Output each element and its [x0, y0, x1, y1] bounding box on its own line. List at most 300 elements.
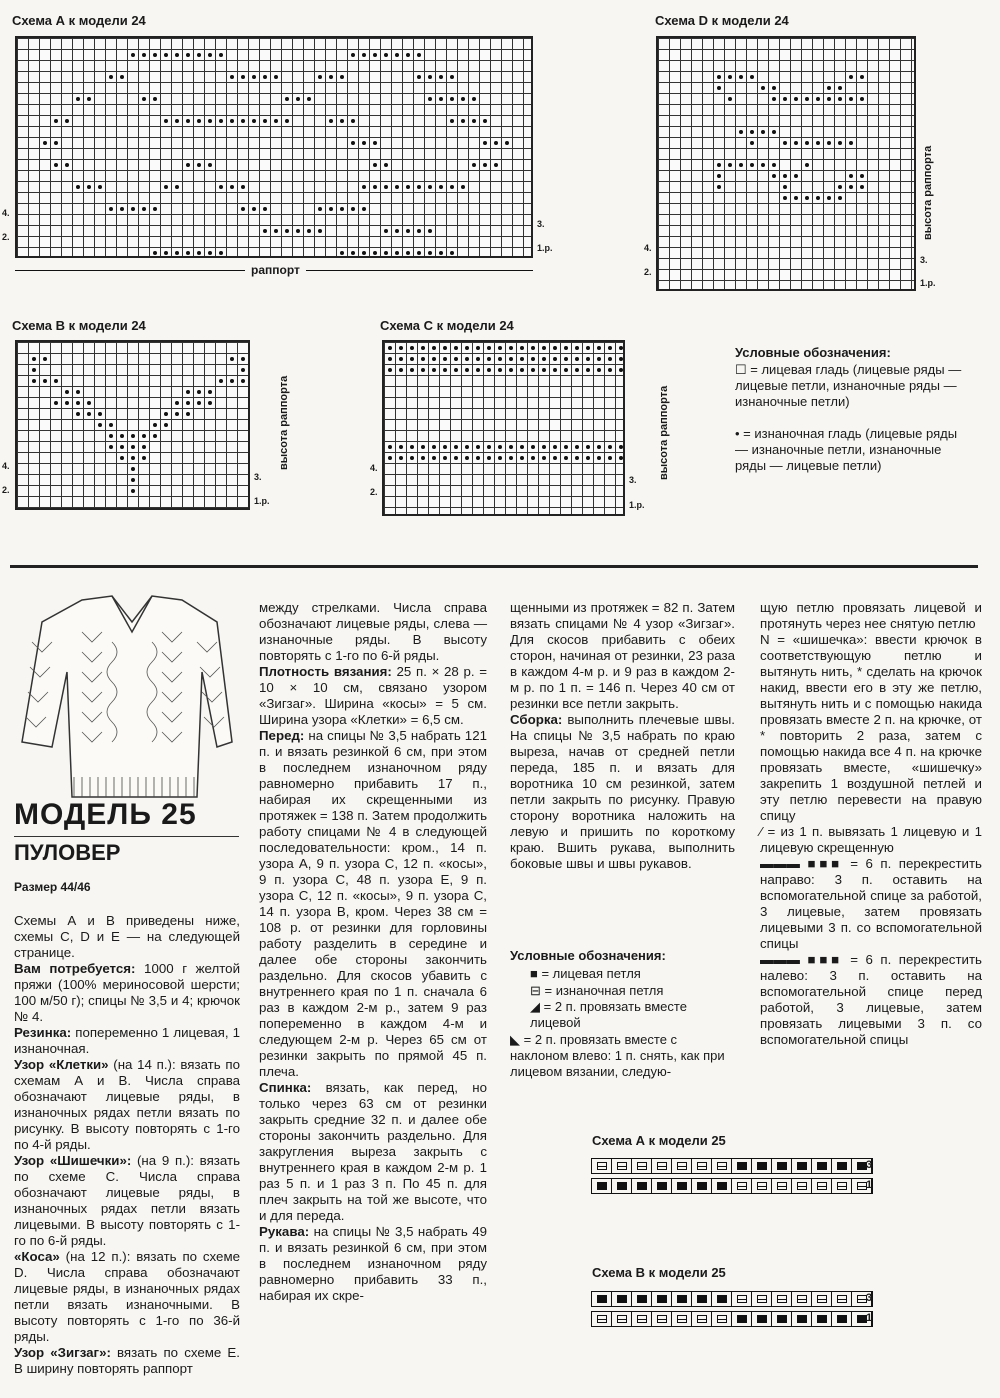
paragraph — [259, 728, 487, 1080]
paragraph-text: на спицы № 3,5 набрать 121 п. и вязать резинкой 6 см, при этом в последнем изнаночном ряду равномерно прибавить 17 п., набирая их скрещенными из протяжек = 138 п. Затем продолжить работу спицами № 4 в следующей последовательности: кром., 14 п. узора А, 9 п. узора С, 12 п. «косы», 9 п. узора С, 48 п. узора Е, 9 п. узора С, 12 п. «косы», 9 п. узора С, 14 п. узора В, кром. Через 38 см = 108 р. от резинки для горловины работу разделить в середине и далее обе стороны закончить раздельно. Для скосов убавить с внутреннего края по 1 п. сначала 6 раз в каждом 2-м р., затем 9 раз попеременно в каждом 4-м и следующем 2-м р. Через 65 см от резинки закрыть по прямой 45 п. плеча. — [259, 728, 487, 1079]
purl-stitch-dot — [619, 357, 623, 361]
purl-stitch-dot — [542, 357, 546, 361]
stitch-cell — [792, 1159, 812, 1173]
purl-stitch-dot — [860, 97, 864, 101]
paragraph-heading: Узор «Зигзаг»: — [14, 1345, 111, 1360]
purl-stitch-dot — [241, 207, 245, 211]
purl-stitch-dot — [805, 196, 809, 200]
stitch-cell — [772, 1292, 792, 1306]
purl-stitch-dot — [794, 141, 798, 145]
chart-d24-row4: 4. — [644, 243, 652, 253]
purl-stitch-icon — [597, 1162, 607, 1170]
purl-stitch-dot — [619, 368, 623, 372]
text-column-3 — [510, 600, 735, 872]
chart-b24-row4: 4. — [2, 461, 10, 471]
purl-stitch-dot — [465, 346, 469, 350]
purl-stitch-dot — [505, 141, 509, 145]
paragraph — [760, 952, 982, 1048]
chart-b25-label3: 3 — [866, 1292, 873, 1304]
purl-stitch-dot — [439, 97, 443, 101]
paragraph — [510, 600, 735, 712]
chart-d24-repeat-height: высота раппорта — [922, 145, 934, 240]
paragraph-heading: Узор «Клетки» — [14, 1057, 109, 1072]
purl-stitch-dot — [388, 456, 392, 460]
purl-stitch-dot — [399, 456, 403, 460]
model-subtitle: ПУЛОВЕР — [14, 840, 121, 865]
purl-stitch-dot — [428, 75, 432, 79]
purl-stitch-dot — [728, 97, 732, 101]
stitch-cell — [732, 1292, 752, 1306]
purl-stitch-dot — [717, 86, 721, 90]
paragraph-text: 1000 г желтой пряжи (100% мериносовой шерсти; 100 м/50 г); спицы № 3,5 и 4; крючок № 4. — [14, 961, 240, 1024]
purl-stitch-dot — [362, 251, 366, 255]
purl-stitch-dot — [351, 141, 355, 145]
purl-stitch-dot — [575, 357, 579, 361]
knit-stitch-icon — [817, 1315, 827, 1323]
purl-stitch-icon — [677, 1315, 687, 1323]
purl-stitch-dot — [230, 379, 234, 383]
purl-stitch-dot — [476, 456, 480, 460]
purl-stitch-icon — [657, 1162, 667, 1170]
purl-stitch-dot — [65, 401, 69, 405]
purl-stitch-dot — [454, 346, 458, 350]
chart-c24-grid — [382, 340, 625, 516]
purl-stitch-dot — [307, 97, 311, 101]
purl-stitch-dot — [838, 185, 842, 189]
stitch-cell — [732, 1159, 752, 1173]
knit-stitch-icon — [657, 1182, 667, 1190]
purl-stitch-dot — [827, 141, 831, 145]
purl-stitch-dot — [450, 97, 454, 101]
purl-stitch-icon — [857, 1182, 867, 1190]
purl-stitch-dot — [443, 357, 447, 361]
chart-b24-row1: 1.р. — [254, 496, 270, 506]
purl-stitch-dot — [750, 130, 754, 134]
stitch-cell — [792, 1179, 812, 1193]
purl-stitch-dot — [219, 119, 223, 123]
purl-stitch-dot — [494, 141, 498, 145]
legend-top-item-2: • = изнаночная гладь (лицевые ряды — изнаночные петли, изнаночные ряды — лицевые петли) — [735, 426, 958, 473]
purl-stitch-dot — [54, 141, 58, 145]
purl-stitch-dot — [230, 185, 234, 189]
stitch-cell — [672, 1312, 692, 1326]
text-column-2 — [259, 600, 487, 1304]
purl-stitch-dot — [197, 163, 201, 167]
purl-stitch-dot — [827, 97, 831, 101]
purl-stitch-dot — [274, 229, 278, 233]
paragraph-heading: Перед: — [259, 728, 305, 743]
chart-b24-grid — [15, 340, 250, 510]
purl-stitch-dot — [54, 401, 58, 405]
purl-stitch-dot — [219, 251, 223, 255]
purl-stitch-dot — [197, 251, 201, 255]
stitch-cell — [792, 1292, 812, 1306]
purl-stitch-dot — [410, 456, 414, 460]
purl-stitch-dot — [263, 119, 267, 123]
purl-stitch-dot — [816, 141, 820, 145]
purl-stitch-dot — [443, 346, 447, 350]
purl-stitch-dot — [860, 75, 864, 79]
chart-c24-row1: 1.р. — [629, 500, 645, 510]
purl-stitch-dot — [564, 357, 568, 361]
knit-stitch-icon — [777, 1315, 787, 1323]
purl-stitch-dot — [509, 346, 513, 350]
purl-stitch-dot — [487, 357, 491, 361]
purl-stitch-dot — [783, 185, 787, 189]
purl-stitch-dot — [487, 346, 491, 350]
purl-stitch-dot — [432, 357, 436, 361]
purl-stitch-dot — [153, 251, 157, 255]
purl-stitch-dot — [498, 346, 502, 350]
purl-stitch-dot — [109, 445, 113, 449]
purl-stitch-dot — [476, 368, 480, 372]
purl-stitch-dot — [586, 357, 590, 361]
purl-stitch-icon — [817, 1182, 827, 1190]
purl-stitch-dot — [432, 368, 436, 372]
purl-stitch-dot — [406, 185, 410, 189]
purl-stitch-dot — [476, 346, 480, 350]
knit-stitch-icon — [777, 1162, 787, 1170]
purl-stitch-dot — [553, 445, 557, 449]
paragraph-heading: Сборка: — [510, 712, 563, 727]
purl-stitch-dot — [329, 75, 333, 79]
purl-stitch-dot — [410, 368, 414, 372]
purl-stitch-dot — [472, 97, 476, 101]
chart-c24-title: Схема С к модели 24 — [380, 318, 514, 333]
purl-stitch-dot — [395, 53, 399, 57]
purl-stitch-icon — [817, 1295, 827, 1303]
stitch-cell — [592, 1312, 612, 1326]
chart-b25-row1 — [591, 1311, 873, 1327]
purl-stitch-dot — [717, 75, 721, 79]
purl-stitch-dot — [43, 141, 47, 145]
purl-stitch-dot — [208, 390, 212, 394]
purl-stitch-dot — [373, 185, 377, 189]
purl-stitch-dot — [384, 53, 388, 57]
legend-bottom-l1: ■ = лицевая петля — [530, 966, 641, 981]
purl-stitch-icon — [837, 1182, 847, 1190]
purl-stitch-dot — [142, 53, 146, 57]
purl-stitch-dot — [120, 456, 124, 460]
purl-stitch-dot — [76, 412, 80, 416]
purl-stitch-dot — [318, 75, 322, 79]
purl-stitch-dot — [87, 401, 91, 405]
purl-stitch-dot — [849, 97, 853, 101]
purl-stitch-dot — [54, 163, 58, 167]
purl-stitch-dot — [761, 163, 765, 167]
purl-stitch-dot — [164, 412, 168, 416]
purl-stitch-icon — [677, 1162, 687, 1170]
purl-stitch-dot — [131, 434, 135, 438]
purl-stitch-dot — [153, 434, 157, 438]
stitch-cell — [632, 1159, 652, 1173]
purl-stitch-dot — [860, 174, 864, 178]
purl-stitch-dot — [783, 97, 787, 101]
purl-stitch-dot — [465, 368, 469, 372]
purl-stitch-dot — [208, 119, 212, 123]
purl-stitch-dot — [373, 251, 377, 255]
purl-stitch-dot — [142, 445, 146, 449]
purl-stitch-dot — [263, 229, 267, 233]
purl-stitch-dot — [87, 97, 91, 101]
paragraph-text: ▬▬▬ ■■■ = 6 п. перекрестить налево: 3 п. оставить на вспомогательной спице перед работой, 3 лицевые, затем провязать лицевыми 3 п. со вспомогательной спицы — [760, 952, 982, 1047]
purl-stitch-dot — [417, 53, 421, 57]
paragraph — [14, 1153, 240, 1249]
purl-stitch-dot — [619, 346, 623, 350]
stitch-cell — [592, 1292, 612, 1306]
purl-stitch-dot — [175, 119, 179, 123]
purl-stitch-dot — [472, 119, 476, 123]
paragraph — [760, 600, 982, 632]
purl-stitch-dot — [772, 174, 776, 178]
purl-stitch-dot — [373, 53, 377, 57]
paragraph-text: (на 9 п.): вязать по схеме С. Числа справа обозначают лицевые ряды, в изнаночных рядах петли вязать лицевыми. В высоту повторять с 1-го по 6-й ряды. — [14, 1153, 241, 1248]
stitch-cell — [812, 1159, 832, 1173]
purl-stitch-dot — [494, 163, 498, 167]
purl-stitch-dot — [520, 368, 524, 372]
purl-stitch-dot — [772, 97, 776, 101]
purl-stitch-dot — [32, 357, 36, 361]
purl-stitch-dot — [230, 357, 234, 361]
purl-stitch-dot — [197, 390, 201, 394]
knit-stitch-icon — [697, 1295, 707, 1303]
purl-stitch-dot — [542, 368, 546, 372]
purl-stitch-icon — [697, 1315, 707, 1323]
purl-stitch-dot — [43, 357, 47, 361]
purl-stitch-dot — [619, 456, 623, 460]
section-divider — [10, 565, 978, 568]
stitch-cell — [832, 1159, 852, 1173]
purl-stitch-dot — [417, 229, 421, 233]
purl-stitch-dot — [285, 119, 289, 123]
purl-stitch-dot — [421, 445, 425, 449]
purl-stitch-dot — [761, 130, 765, 134]
purl-stitch-dot — [76, 185, 80, 189]
stitch-cell — [772, 1312, 792, 1326]
paragraph — [760, 856, 982, 952]
purl-stitch-dot — [454, 445, 458, 449]
purl-stitch-dot — [432, 445, 436, 449]
purl-stitch-dot — [783, 174, 787, 178]
paragraph-text: попеременно 1 лицевая, 1 изнаночная. — [14, 1025, 240, 1056]
purl-stitch-dot — [564, 445, 568, 449]
purl-stitch-dot — [498, 357, 502, 361]
purl-stitch-dot — [351, 207, 355, 211]
stitch-cell — [712, 1292, 732, 1306]
purl-stitch-dot — [175, 53, 179, 57]
purl-stitch-dot — [318, 229, 322, 233]
purl-stitch-dot — [509, 357, 513, 361]
purl-stitch-dot — [351, 251, 355, 255]
sweater-illustration — [12, 592, 237, 812]
stitch-cell — [632, 1312, 652, 1326]
purl-stitch-dot — [131, 467, 135, 471]
purl-stitch-dot — [476, 357, 480, 361]
purl-stitch-dot — [340, 251, 344, 255]
purl-stitch-dot — [142, 434, 146, 438]
stitch-cell — [732, 1179, 752, 1193]
purl-stitch-dot — [384, 185, 388, 189]
purl-stitch-dot — [794, 97, 798, 101]
chart-a25-label1: 1 — [866, 1179, 873, 1191]
model-size: Размер 44/46 — [14, 880, 91, 894]
purl-stitch-dot — [197, 53, 201, 57]
purl-stitch-dot — [421, 368, 425, 372]
purl-stitch-dot — [739, 163, 743, 167]
paragraph-heading: Плотность вязания: — [259, 664, 392, 679]
purl-stitch-dot — [285, 229, 289, 233]
stitch-cell — [632, 1179, 652, 1193]
purl-stitch-dot — [498, 368, 502, 372]
purl-stitch-dot — [219, 53, 223, 57]
paragraph — [14, 1249, 240, 1345]
knit-stitch-icon — [757, 1315, 767, 1323]
purl-stitch-dot — [608, 357, 612, 361]
purl-stitch-dot — [388, 368, 392, 372]
stitch-cell — [752, 1292, 772, 1306]
knit-stitch-icon — [797, 1162, 807, 1170]
purl-stitch-dot — [428, 97, 432, 101]
knit-stitch-icon — [837, 1162, 847, 1170]
purl-stitch-dot — [542, 445, 546, 449]
purl-stitch-dot — [164, 423, 168, 427]
purl-stitch-dot — [783, 141, 787, 145]
purl-stitch-icon — [797, 1182, 807, 1190]
purl-stitch-dot — [461, 97, 465, 101]
purl-stitch-dot — [131, 478, 135, 482]
purl-stitch-dot — [120, 207, 124, 211]
purl-stitch-dot — [739, 130, 743, 134]
purl-stitch-dot — [531, 368, 535, 372]
purl-stitch-dot — [362, 141, 366, 145]
purl-stitch-icon — [737, 1295, 747, 1303]
chart-a25-title: Схема А к модели 25 — [592, 1133, 726, 1148]
purl-stitch-dot — [531, 357, 535, 361]
purl-stitch-dot — [131, 489, 135, 493]
knit-stitch-icon — [717, 1295, 727, 1303]
purl-stitch-dot — [531, 456, 535, 460]
legend-bottom-title: Условные обозначения: — [510, 948, 666, 963]
purl-stitch-dot — [553, 456, 557, 460]
knit-stitch-icon — [677, 1295, 687, 1303]
purl-stitch-dot — [406, 251, 410, 255]
purl-stitch-dot — [450, 185, 454, 189]
paragraph-text: ⁄ = из 1 п. вывязать 1 лицевую и 1 лицевую скрещенную — [760, 824, 982, 855]
purl-stitch-dot — [564, 456, 568, 460]
purl-stitch-dot — [274, 75, 278, 79]
stitch-cell — [712, 1312, 732, 1326]
purl-stitch-dot — [54, 379, 58, 383]
paragraph-heading: Рукава: — [259, 1224, 310, 1239]
purl-stitch-dot — [750, 141, 754, 145]
purl-stitch-dot — [520, 346, 524, 350]
paragraph-text: ▬▬▬ ■■■ = 6 п. перекрестить направо: 3 п. оставить на вспомогательной спице за работой, 3 лицевые, затем провязать лицевыми 3 п. со вспомогательной спицы — [760, 856, 982, 951]
purl-stitch-dot — [428, 229, 432, 233]
purl-stitch-dot — [175, 185, 179, 189]
purl-stitch-dot — [87, 185, 91, 189]
stitch-cell — [792, 1312, 812, 1326]
paragraph-text: Схемы А и В приведены ниже, схемы С, D и Е — на следующей странице. — [14, 913, 240, 960]
purl-stitch-dot — [65, 163, 69, 167]
purl-stitch-icon — [597, 1315, 607, 1323]
purl-stitch-dot — [597, 445, 601, 449]
purl-stitch-dot — [76, 401, 80, 405]
chart-a24-grid — [15, 36, 533, 258]
purl-stitch-dot — [805, 97, 809, 101]
purl-stitch-dot — [443, 456, 447, 460]
stitch-cell — [712, 1179, 732, 1193]
stitch-cell — [632, 1292, 652, 1306]
chart-d24-row2: 2. — [644, 267, 652, 277]
purl-stitch-dot — [98, 185, 102, 189]
purl-stitch-dot — [329, 207, 333, 211]
paragraph — [259, 1224, 487, 1304]
purl-stitch-icon — [717, 1315, 727, 1323]
purl-stitch-dot — [208, 163, 212, 167]
purl-stitch-dot — [564, 346, 568, 350]
stitch-cell — [752, 1159, 772, 1173]
purl-stitch-dot — [520, 357, 524, 361]
chart-c24-row2: 2. — [370, 487, 378, 497]
model-title-rule — [14, 836, 239, 837]
stitch-cell — [592, 1159, 612, 1173]
purl-stitch-dot — [586, 456, 590, 460]
stitch-cell — [692, 1292, 712, 1306]
purl-stitch-dot — [849, 75, 853, 79]
stitch-cell — [672, 1159, 692, 1173]
chart-b25-label1: 1 — [866, 1312, 873, 1324]
purl-stitch-dot — [406, 53, 410, 57]
paragraph — [14, 961, 240, 1025]
paragraph-text: на спицы № 3,5 набрать 49 п. и вязать резинкой 6 см, при этом в последнем изнаночном ряду равномерно прибавить 33 п., набирая их скре- — [259, 1224, 487, 1303]
purl-stitch-dot — [131, 207, 135, 211]
paragraph-text: щую петлю провязать лицевой и протянуть через нее снятую петлю — [760, 600, 982, 631]
stitch-cell — [612, 1312, 632, 1326]
chart-a24-row2: 2. — [2, 232, 10, 242]
purl-stitch-dot — [252, 207, 256, 211]
purl-stitch-dot — [586, 346, 590, 350]
chart-a24-title: Схема А к модели 24 — [12, 13, 146, 28]
purl-stitch-dot — [186, 401, 190, 405]
text-column-1 — [14, 913, 240, 1377]
chart-a25-row3 — [591, 1158, 873, 1174]
purl-stitch-dot — [388, 357, 392, 361]
purl-stitch-dot — [827, 196, 831, 200]
chart-d24-row1: 1.р. — [920, 278, 936, 288]
purl-stitch-dot — [186, 390, 190, 394]
purl-stitch-dot — [428, 185, 432, 189]
chart-b25-title: Схема В к модели 25 — [592, 1265, 726, 1280]
chart-a25-label3: 3 — [866, 1159, 873, 1171]
paragraph — [259, 1080, 487, 1224]
paragraph-text: между стрелками. Числа справа обозначают лицевые ряды, слева — изнаночные ряды. В высоту повторять с 1-го по 6-й ряды. — [259, 600, 487, 663]
purl-stitch-dot — [186, 163, 190, 167]
purl-stitch-icon — [737, 1182, 747, 1190]
purl-stitch-dot — [395, 185, 399, 189]
chart-b25-row3 — [591, 1291, 873, 1307]
purl-stitch-dot — [542, 346, 546, 350]
purl-stitch-dot — [805, 141, 809, 145]
purl-stitch-dot — [619, 445, 623, 449]
purl-stitch-dot — [575, 346, 579, 350]
purl-stitch-dot — [553, 346, 557, 350]
purl-stitch-dot — [98, 423, 102, 427]
purl-stitch-dot — [208, 53, 212, 57]
purl-stitch-dot — [483, 163, 487, 167]
stitch-cell — [652, 1292, 672, 1306]
purl-stitch-dot — [428, 251, 432, 255]
paragraph-heading: Вам потребуется: — [14, 961, 136, 976]
